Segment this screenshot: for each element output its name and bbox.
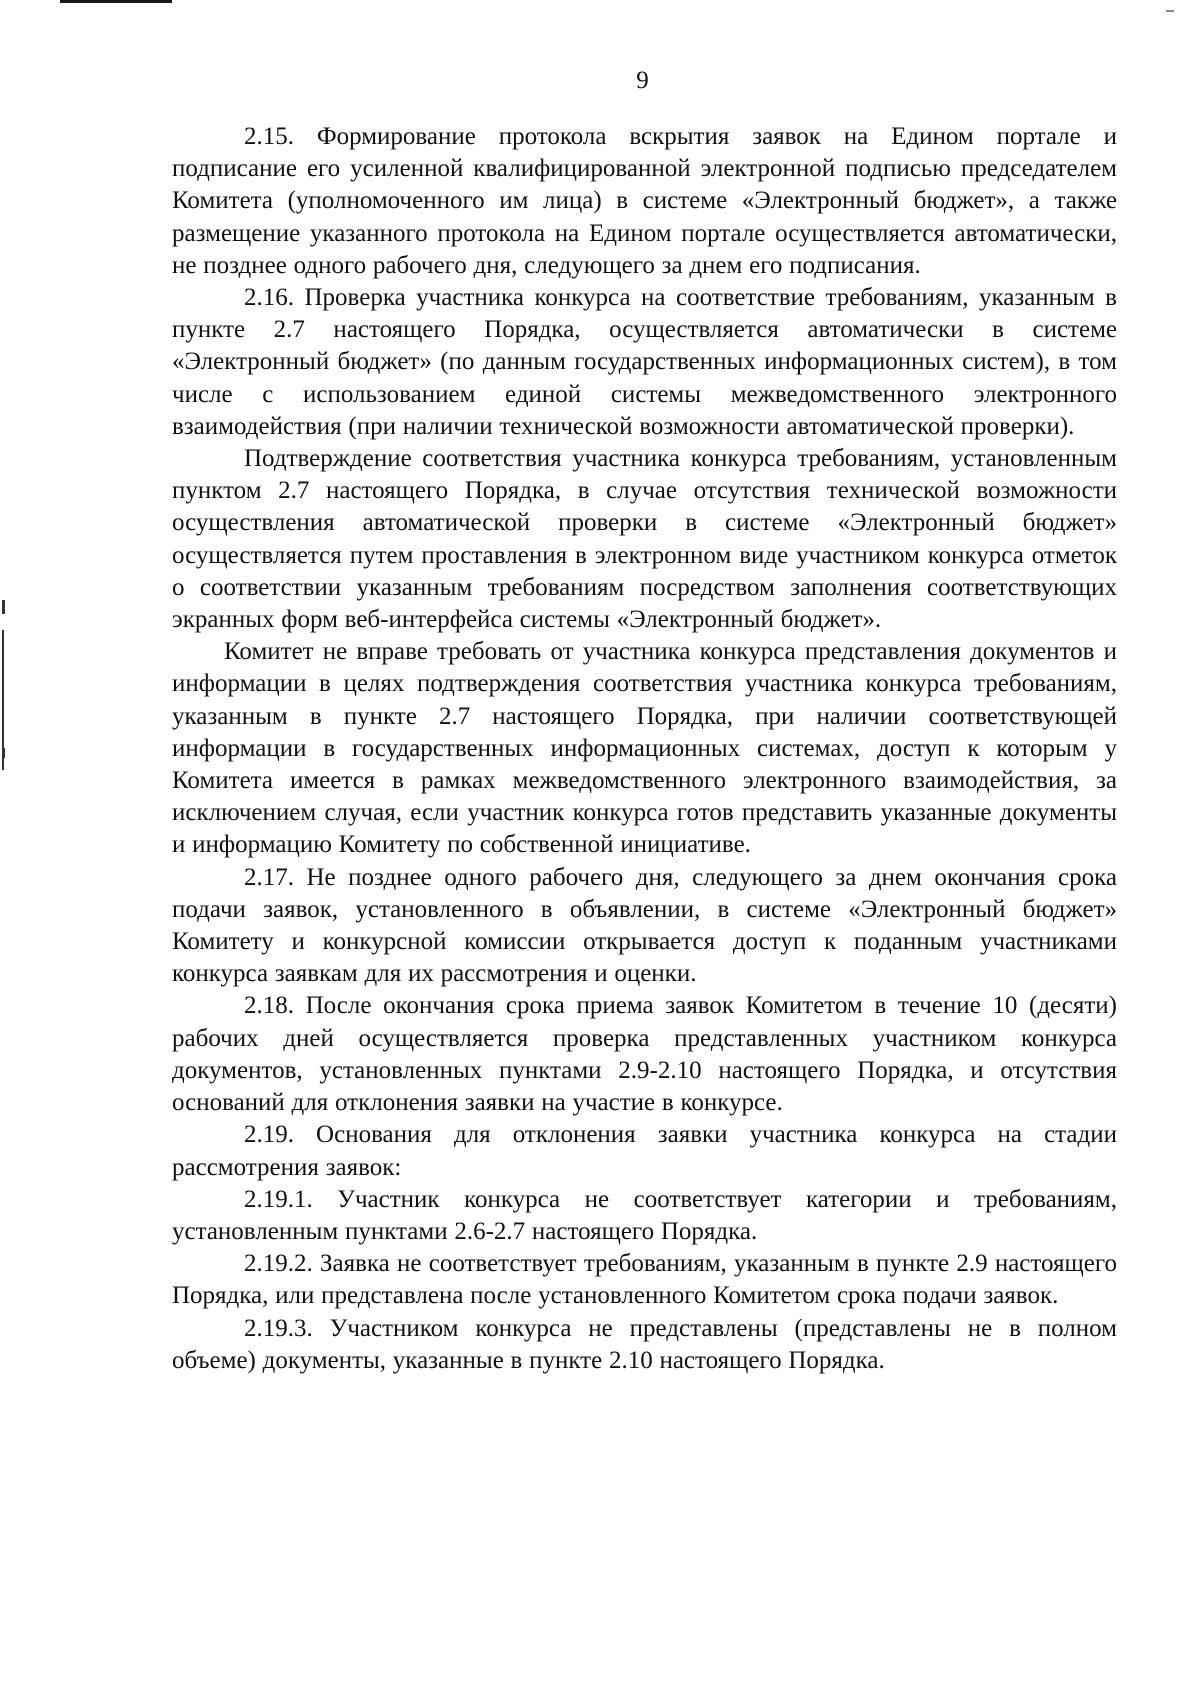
page-number: 9 <box>636 67 649 94</box>
paragraph-2-19-1: 2.19.1. Участник конкурса не соответствует категории и требованиям, установленным пунктами 2.6-2.7 настоящего Порядка. <box>172 1185 1117 1245</box>
scan-artifact-corner-mark <box>1166 10 1174 12</box>
scan-artifact-binding-tick <box>2 600 5 614</box>
scan-artifact-binding-tick <box>2 748 5 758</box>
paragraph-2-19-2: 2.19.2. Заявка не соответствует требованиям, указанным в пункте 2.9 настоящего Порядка, или представлена после установленного Комитетом срока подачи заявок. <box>172 1250 1117 1310</box>
scan-artifact-top-line <box>60 0 172 3</box>
document-body <box>172 121 1117 1377</box>
paragraph-2-17: 2.17. Не позднее одного рабочего дня, следующего за днем окончания срока подачи заявок, установленного в объявлении, в системе «Электронный бюджет» Комитету и конкурсной комиссии открывается доступ к поданным участниками конкурса заявкам для их рассмотрения и оценки. <box>172 863 1117 988</box>
paragraph-confirmation: Подтверждение соответствия участника конкурса требованиям, установленным пунктом 2.7 настоящего Порядка, в случае отсутствия технической возможности осуществления автоматической проверки в системе «Электронный бюджет» осуществляется путем проставления в электронном виде участником конкурса отметок о соответствии указанным требованиям посредством заполнения соответствующих экранных форм веб-интерфейса системы «Электронный бюджет». <box>172 445 1117 634</box>
paragraph-2-15: 2.15. Формирование протокола вскрытия заявок на Едином портале и подписание его усиленной квалифицированной электронной подписью председателем Комитета (уполномоченного им лица) в системе «Электронный бюджет», а также размещение указанного протокола на Едином портале осуществляется автоматически, не позднее одного рабочего дня, следующего за днем его подписания. <box>172 123 1117 279</box>
paragraph-2-18: 2.18. После окончания срока приема заявок Комитетом в течение 10 (десяти) рабочих дней осуществляется проверка представленных участником конкурса документов, установленных пунктами 2.9-2.10 настоящего Порядка, и отсутствия оснований для отклонения заявки на участие в конкурсе. <box>172 992 1117 1117</box>
paragraph-committee: Комитет не вправе требовать от участника конкурса представления документов и информации в целях подтверждения соответствия участника конкурса требованиям, указанным в пункте 2.7 настоящего Порядка, при наличии соответствующей информации в государственных информационных системах, доступ к которым у Комитета имеется в рамках межведомственного электронного взаимодействия, за исключением случая, если участник конкурса готов представить указанные документы и информацию Комитету по собственной инициативе. <box>172 638 1117 859</box>
paragraph-2-19-3: 2.19.3. Участником конкурса не представлены (представлены не в полном объеме) документы, указанные в пункте 2.10 настоящего Порядка. <box>172 1314 1117 1374</box>
paragraph-2-16: 2.16. Проверка участника конкурса на соответствие требованиям, указанным в пункте 2.7 настоящего Порядка, осуществляется автоматически в системе «Электронный бюджет» (по данным государственных информационных систем), в том числе с использованием единой системы межведомственного электронного взаимодействия (при наличии технической возможности автоматической проверки). <box>172 284 1117 440</box>
paragraph-2-19: 2.19. Основания для отклонения заявки участника конкурса на стадии рассмотрения заявок: <box>172 1121 1117 1181</box>
